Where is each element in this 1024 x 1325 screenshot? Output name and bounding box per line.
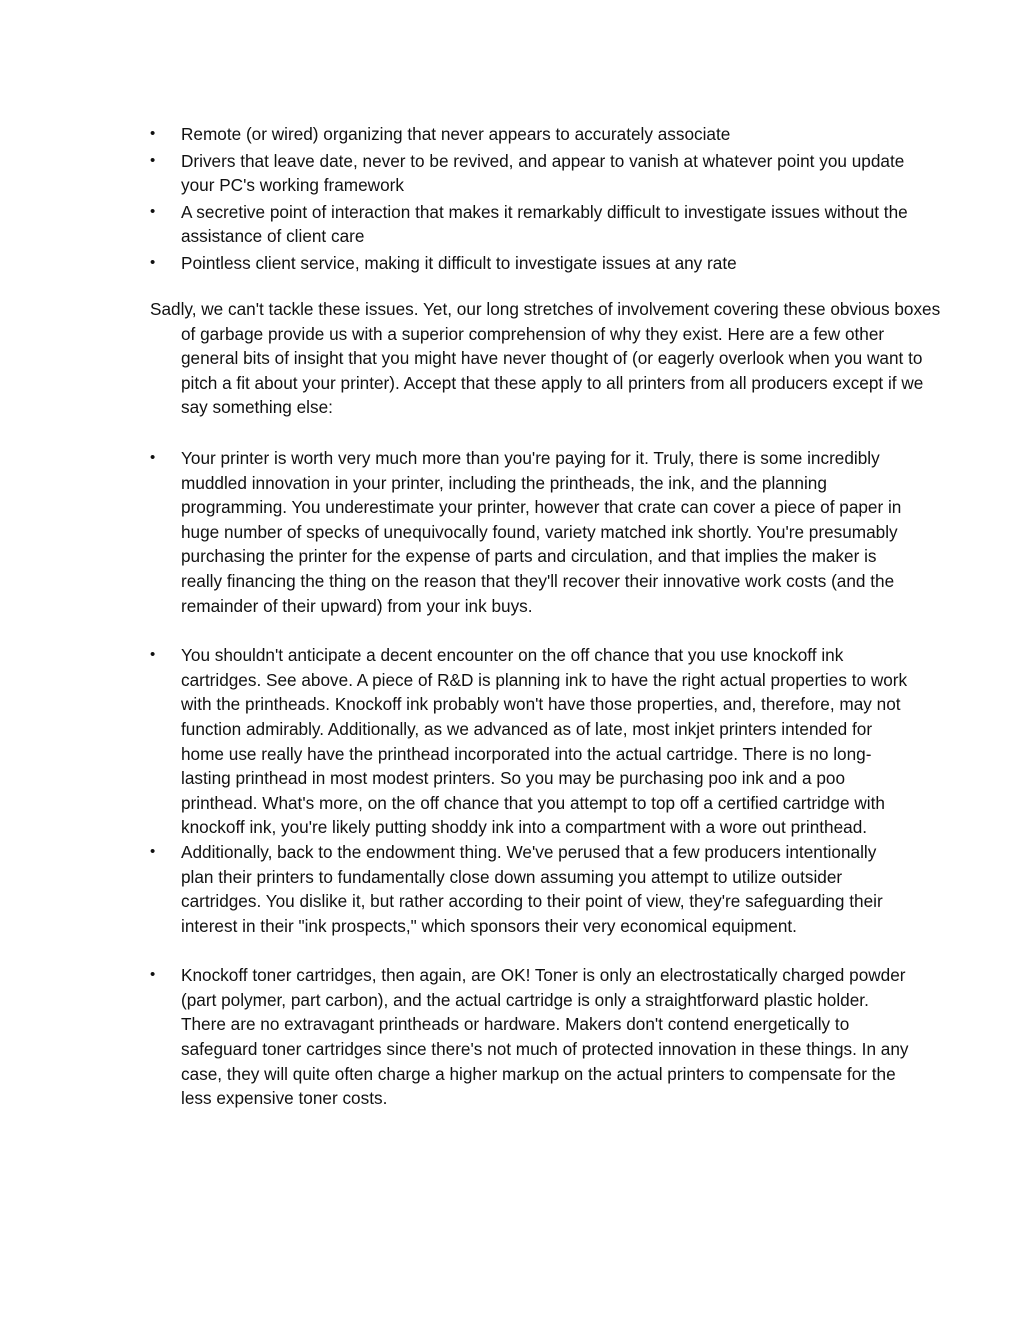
list-item [150,643,910,840]
bullet-icon: • [150,842,156,860]
list-item-text: Drivers that leave date, never to be revived, and appear to vanish at whatever point you update your PC's working framework [181,150,905,196]
bullet-icon: • [150,151,156,169]
body-paragraph: Sadly, we can't tackle these issues. Yet, our long stretches of involvement covering these obvious boxes of garbage provide us with a superior comprehension of why they exist. Here are a few other general bits of insight that you might have never thought of (or eagerly overlook when you want to pitch a fit about your printer). Accept that these apply to all printers from all producers except if we say something else: [150,299,941,418]
list-item-text: Remote (or wired) organizing that never appears to accurately associate [181,124,731,144]
bullet-icon: • [150,253,156,271]
issues-bullet-list [150,122,910,276]
bullet-icon: • [150,202,156,220]
insights-bullet-list [150,446,910,1111]
list-item [150,840,910,938]
bullet-icon: • [150,449,156,466]
list-item [150,963,910,1111]
list-item [150,446,910,618]
bullet-icon: • [150,646,156,664]
bullet-icon: • [150,966,156,984]
list-item [150,149,910,198]
list-item-text: You shouldn't anticipate a decent encounter on the off chance that you use knockoff ink cartridges. See above. A piece of R&D is planning ink to have the right actual properties to work with the printheads. Knockoff ink probably won't have those properties, and, therefore, may not function admirably. Additionally, as we advanced as of late, most inkjet printers intended for home use really have the printhead incorporated into the actual cartridge. There is no long-lasting printhead in most modest printers. So you may be purchasing poo ink and a poo printhead. What's more, on the off chance that you attempt to top off a certified cartridge with knockoff ink, you're likely putting shoddy ink into a compartment with a wore out printhead. [181,645,908,838]
list-item-text: A secretive point of interaction that makes it remarkably difficult to investigate issues without the assistance of client care [181,201,908,247]
list-item [150,200,910,249]
list-item-text: Knockoff toner cartridges, then again, are OK! Toner is only an electrostatically charged powder (part polymer, part carbon), and the actual cartridge is only a straightforward plastic holder. There are no extravagant printheads or hardware. Makers don't contend energetically to safeguard toner cartridges since there's not much of protected innovation in these things. In any case, they will quite often charge a higher markup on the actual printers to compensate for the less expensive toner costs. [181,965,909,1109]
list-item [150,251,910,276]
list-item-text: Your printer is worth very much more than you're paying for it. Truly, there is some incredibly muddled innovation in your printer, including the printheads, the ink, and the planning programming. You underestimate your printer, however that crate can cover a piece of paper in huge number of specks of unequivocally found, variety matched ink shortly. You're presumably purchasing the printer for the expense of parts and circulation, and that implies the maker is really financing the thing on the reason that they'll recover their innovative work costs (and the remainder of their upward) from your ink buys. [181,448,902,616]
list-item [150,122,910,147]
list-item-text: Additionally, back to the endowment thing. We've perused that a few producers intentionally plan their printers to fundamentally close down assuming you attempt to utilize outsider cartridges. You dislike it, but rather according to their point of view, they're safeguarding their interest in their "ink prospects," which sponsors their very economical equipment. [181,841,883,936]
list-item-text: Pointless client service, making it difficult to investigate issues at any rate [181,252,737,273]
bullet-icon: • [150,125,156,142]
